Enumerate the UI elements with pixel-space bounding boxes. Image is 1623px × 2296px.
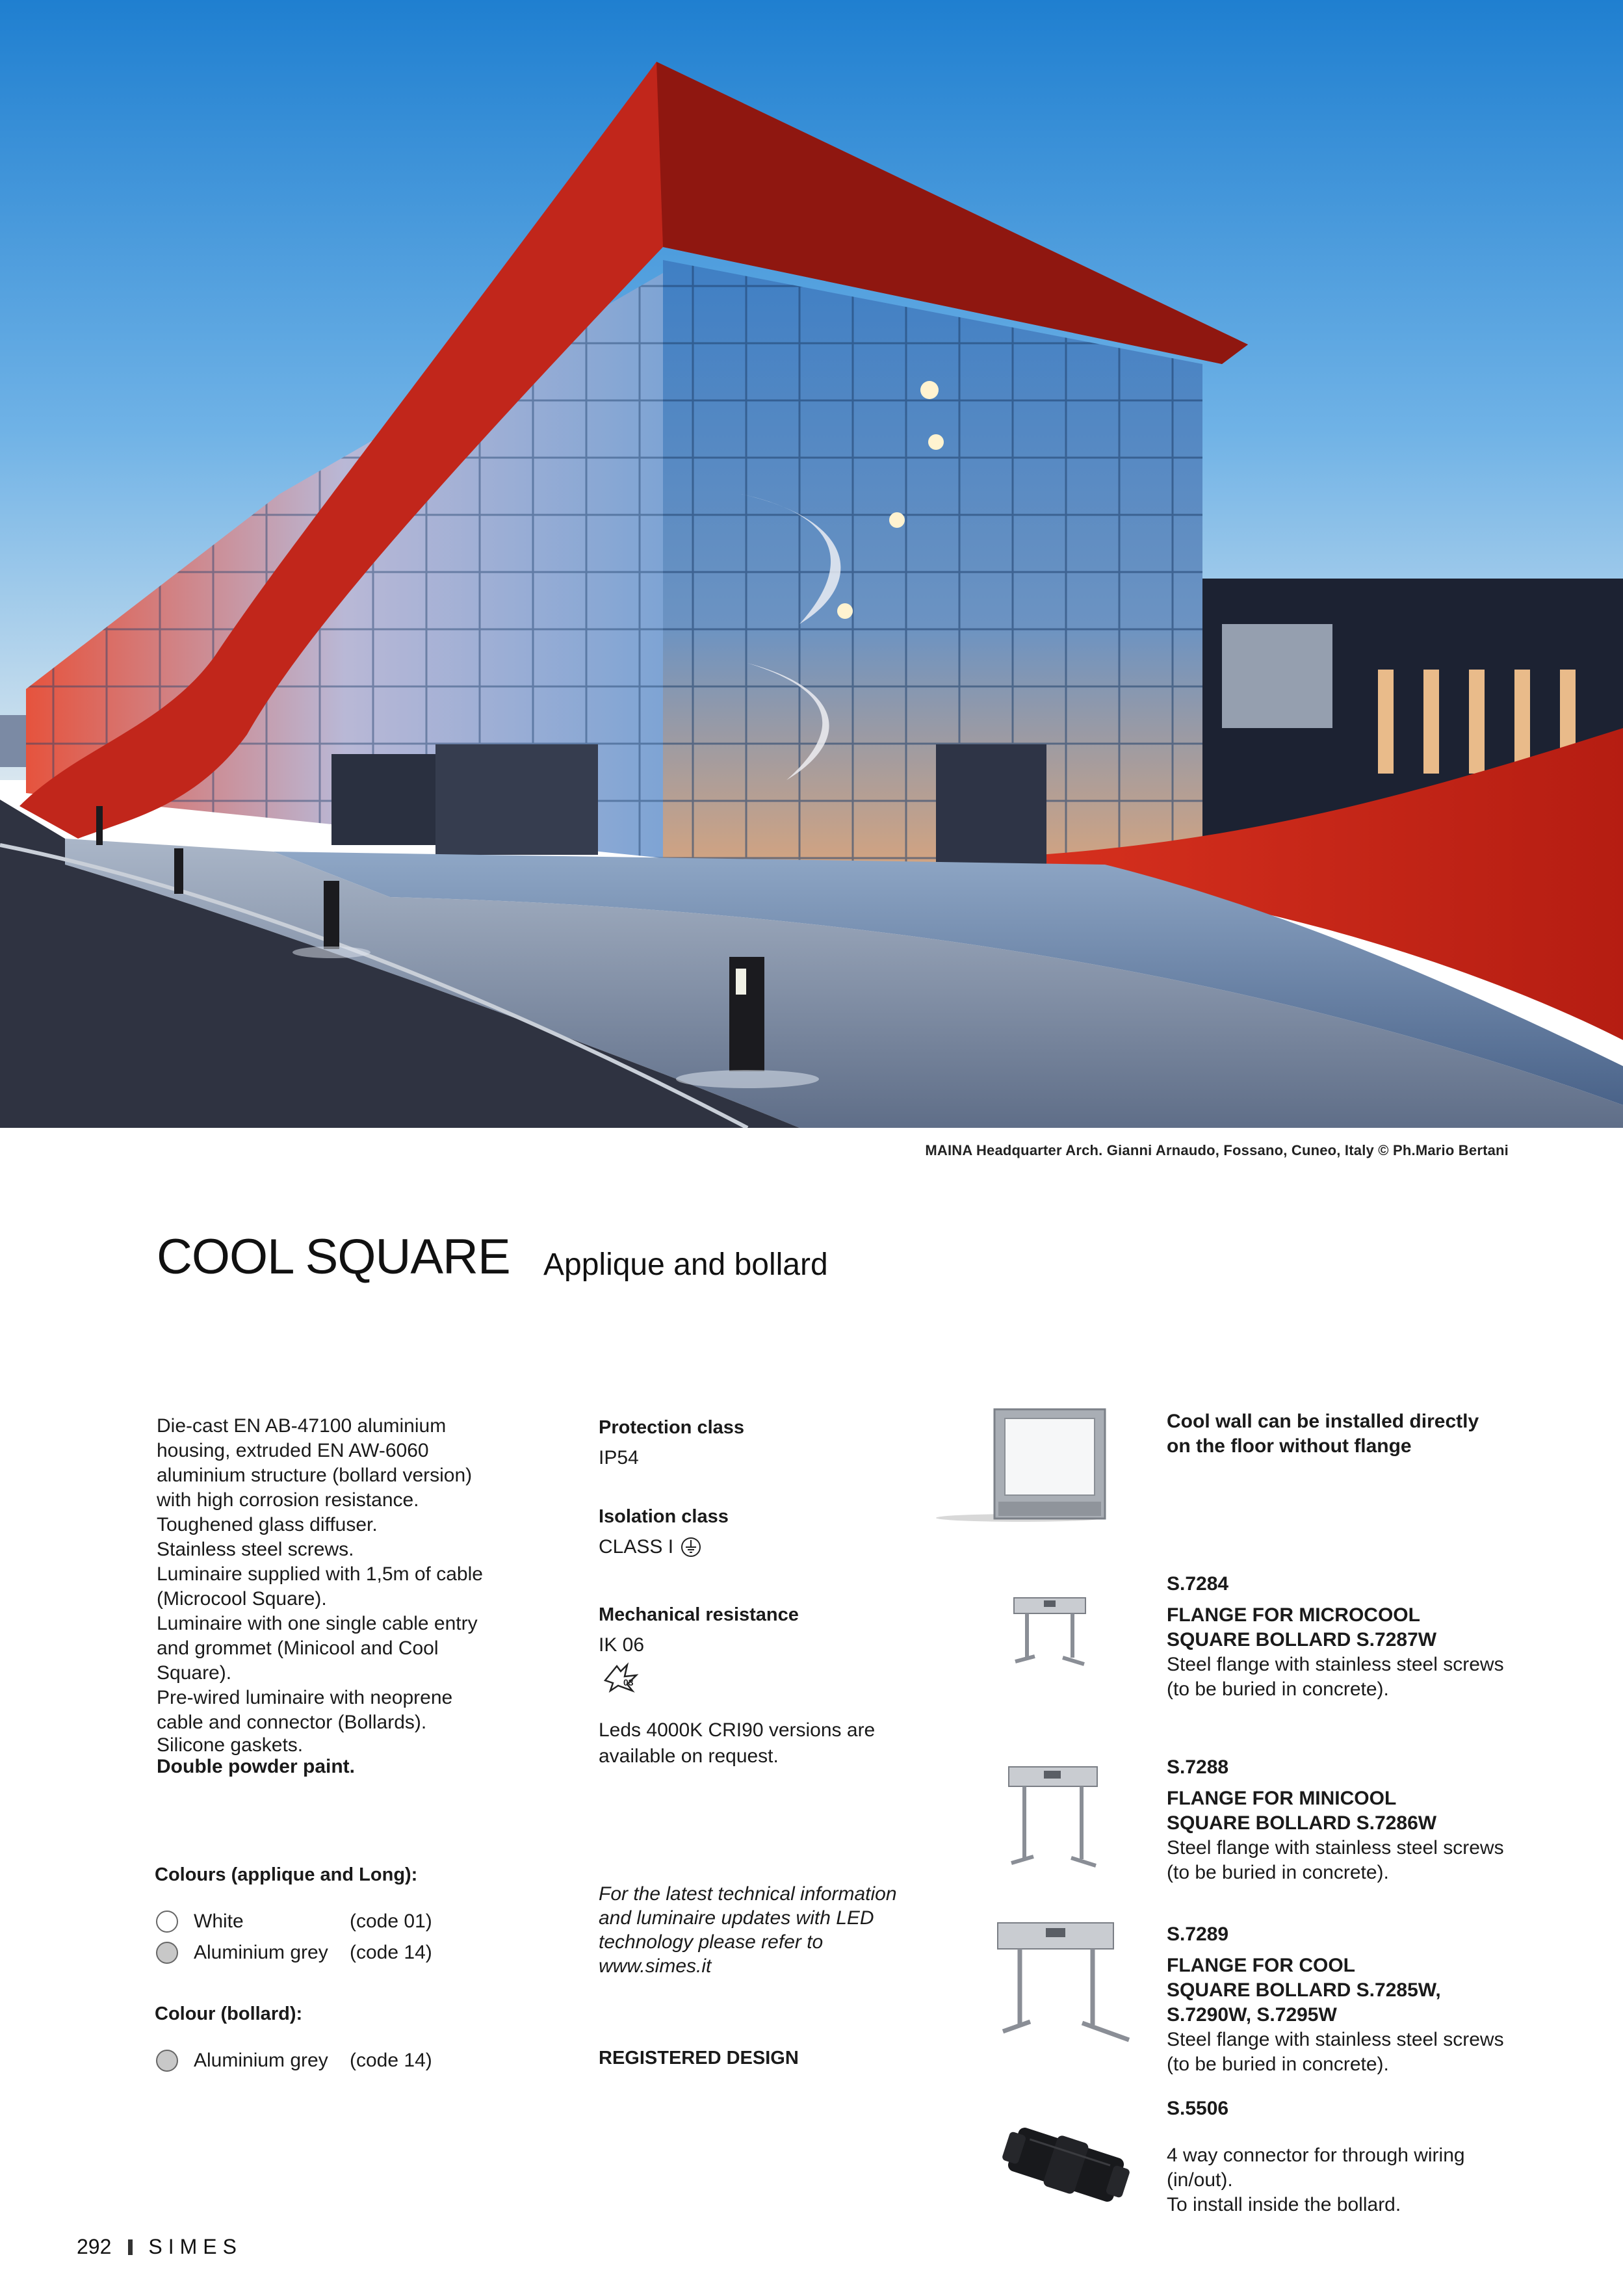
description-line: Stainless steel screws. xyxy=(157,1539,354,1560)
connector-s5506-image xyxy=(998,2116,1134,2213)
colour-code: (code 14) xyxy=(350,2050,432,2071)
accessory-desc: (to be buried in concrete). xyxy=(1167,1862,1389,1883)
page-number: 292 xyxy=(77,2235,112,2258)
accessory-desc: (to be buried in concrete). xyxy=(1167,2054,1389,2075)
description-line: cable and connector (Bollards). xyxy=(157,1712,427,1733)
info-line: technology please refer to xyxy=(599,1931,824,1953)
description-line: Luminaire with one single cable entry xyxy=(157,1613,478,1634)
description-line: aluminium structure (bollard version) xyxy=(157,1465,473,1486)
hero-photo xyxy=(0,0,1623,1128)
accessory-name: SQUARE BOLLARD S.7287W xyxy=(1167,1629,1437,1650)
swatch-aluminium-grey xyxy=(156,1942,178,1964)
colour-code: (code 14) xyxy=(350,1942,432,1963)
accessory-name: FLANGE FOR COOL xyxy=(1167,1955,1355,1976)
registered-design: REGISTERED DESIGN xyxy=(599,2048,799,2068)
description-line: Die-cast EN AB-47100 aluminium xyxy=(157,1415,447,1437)
accessory-code: S.7289 xyxy=(1167,1924,1229,1945)
colour-option-bollard-aluminium-grey xyxy=(156,2048,432,2074)
accessory-desc: Steel flange with stainless steel screws xyxy=(1167,2029,1504,2050)
accessory-desc: Steel flange with stainless steel screws xyxy=(1167,1654,1504,1675)
cool-wall-product-image xyxy=(936,1404,1111,1524)
accessory-desc: (to be buried in concrete). xyxy=(1167,1678,1389,1700)
description-line: Silicone gaskets. xyxy=(157,1734,304,1756)
page-subtitle: Applique and bollard xyxy=(543,1247,828,1282)
colour-code: (code 01) xyxy=(350,1911,432,1932)
colour-name: White xyxy=(194,1911,244,1932)
brand-name: SIMES xyxy=(148,2235,242,2258)
isolation-class-value: CLASS I xyxy=(599,1536,674,1558)
flange-s7288-image xyxy=(1001,1762,1105,1875)
cool-wall-note xyxy=(1167,1409,1531,1459)
accessory-desc: (in/out). xyxy=(1167,2169,1233,2191)
description-line: (Microcool Square). xyxy=(157,1588,327,1610)
note-line: Cool wall can be installed directly xyxy=(1167,1411,1479,1432)
accessory-name: FLANGE FOR MICROCOOL xyxy=(1167,1604,1420,1626)
accessory-s7289 xyxy=(1167,1922,1531,2077)
accessory-s7284 xyxy=(1167,1572,1531,1702)
description-line: Luminaire supplied with 1,5m of cable xyxy=(157,1563,483,1585)
svg-text:03: 03 xyxy=(623,1677,634,1688)
info-line: and luminaire updates with LED xyxy=(599,1907,874,1929)
accessory-s7288 xyxy=(1167,1755,1531,1885)
colours-applique-heading: Colours (applique and Long): xyxy=(155,1864,418,1885)
technical-info-note xyxy=(599,1882,937,1978)
flange-s7284-image xyxy=(1001,1593,1098,1677)
photo-caption: MAINA Headquarter Arch. Gianni Arnaudo, Fossano, Cuneo, Italy © Ph.Mario Bertani xyxy=(925,1142,1509,1158)
accessory-name: SQUARE BOLLARD S.7286W xyxy=(1167,1812,1437,1834)
footer-divider xyxy=(128,2239,133,2255)
accessory-name: FLANGE FOR MINICOOL xyxy=(1167,1788,1397,1809)
accessory-name: SQUARE BOLLARD S.7285W, xyxy=(1167,1979,1441,2001)
protection-class-label: Protection class xyxy=(599,1417,745,1438)
flange-s7289-image xyxy=(991,1918,1134,2048)
description-line: Toughened glass diffuser. xyxy=(157,1514,378,1535)
colour-option-white xyxy=(156,1909,432,1935)
accessory-desc: To install inside the bollard. xyxy=(1167,2194,1401,2215)
info-link[interactable]: www.simes.it xyxy=(599,1955,712,1977)
protection-class-value: IP54 xyxy=(599,1447,639,1468)
colours-bollard-heading: Colour (bollard): xyxy=(155,2003,303,2024)
leds-note-line: Leds 4000K CRI90 versions are xyxy=(599,1719,876,1741)
accessory-name: S.7290W, S.7295W xyxy=(1167,2004,1337,2026)
description-line: and grommet (Minicool and Cool xyxy=(157,1637,439,1659)
description-line: with high corrosion resistance. xyxy=(157,1489,419,1511)
isolation-class-label: Isolation class xyxy=(599,1506,729,1527)
note-line: on the floor without flange xyxy=(1167,1435,1412,1457)
accessory-code: S.5506 xyxy=(1167,2098,1229,2119)
leds-note-line: available on request. xyxy=(599,1745,779,1767)
description-line: housing, extruded EN AW-6060 xyxy=(157,1440,429,1461)
leds-note xyxy=(599,1717,937,1769)
isolation-class-row xyxy=(599,1536,702,1558)
description-line: Pre-wired luminaire with neoprene xyxy=(157,1687,453,1708)
info-line: For the latest technical information xyxy=(599,1883,897,1905)
colour-name: Aluminium grey xyxy=(194,1942,328,1963)
earth-ground-icon xyxy=(680,1536,702,1558)
description-line: Square). xyxy=(157,1662,232,1684)
page-footer xyxy=(77,2235,242,2259)
ik-impact-icon xyxy=(601,1662,643,1693)
swatch-aluminium-grey xyxy=(156,2050,178,2072)
colour-option-aluminium-grey xyxy=(156,1940,432,1966)
accessory-desc: Steel flange with stainless steel screws xyxy=(1167,1837,1504,1859)
mechanical-resistance-label: Mechanical resistance xyxy=(599,1604,799,1625)
accessory-desc: 4 way connector for through wiring xyxy=(1167,2145,1465,2166)
product-description xyxy=(157,1414,521,1778)
accessory-s5506 xyxy=(1167,2096,1531,2217)
page-title: COOL SQUARE xyxy=(157,1229,510,1285)
mechanical-resistance-value: IK 06 xyxy=(599,1634,645,1656)
swatch-white xyxy=(156,1911,178,1933)
description-bold-line: Double powder paint. xyxy=(157,1756,355,1777)
colour-name: Aluminium grey xyxy=(194,2050,328,2071)
accessory-code: S.7284 xyxy=(1167,1573,1229,1595)
accessory-code: S.7288 xyxy=(1167,1756,1229,1778)
